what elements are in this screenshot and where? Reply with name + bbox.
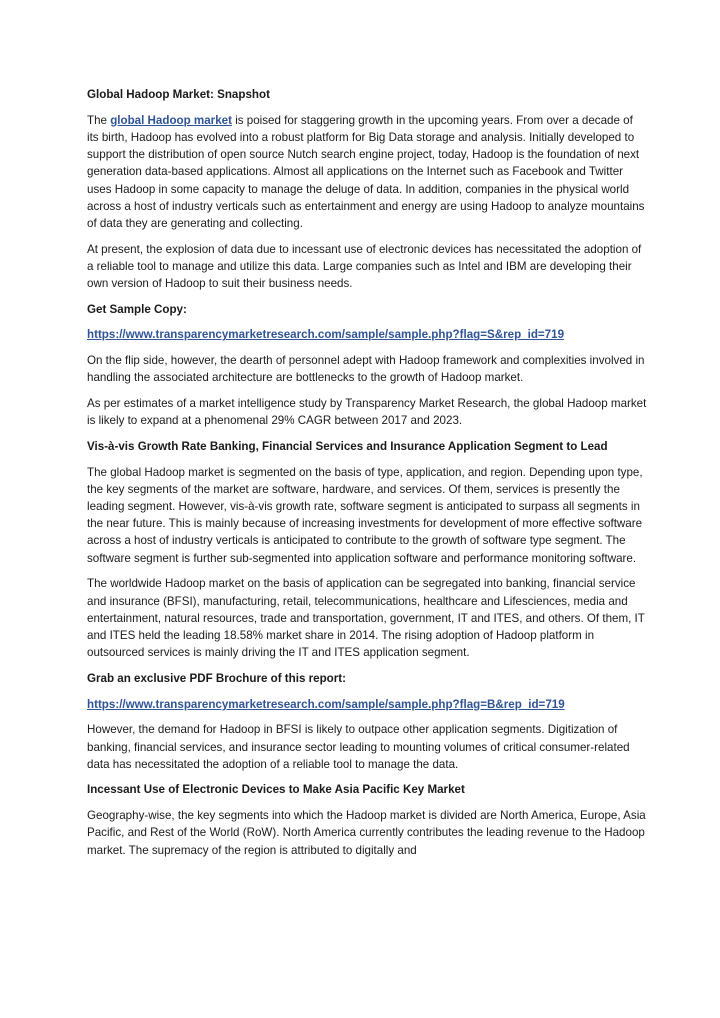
- paragraph-flip-side: On the flip side, however, the dearth of personnel adept with Hadoop framework and complexities involved in handling the associated architecture are bottlenecks to the growth of Hadoop market.: [87, 354, 645, 385]
- global-hadoop-market-link[interactable]: global Hadoop market: [110, 113, 232, 127]
- intro-paragraph: [87, 112, 647, 232]
- paragraph-present: At present, the explosion of data due to incessant use of electronic devices has necessitated the adoption of a reliable tool to manage and utilize this data. Large companies such as Intel and IBM are developing their own version of Hadoop to suit their business needs.: [87, 242, 642, 291]
- document-title: Global Hadoop Market: Snapshot: [87, 88, 270, 101]
- paragraph-estimates: As per estimates of a market intelligence study by Transparency Market Research, the global Hadoop market is likely to expand at a phenomenal 29% CAGR between 2017 and 2023.: [87, 397, 647, 428]
- paragraph-geography: Geography-wise, the key segments into which the Hadoop market is divided are North America, Europe, Asia Pacific, and Rest of the World (RoW). North America currently contributes the leading revenue to the Hadoop market. The supremacy of the region is attributed to digitally and: [87, 809, 646, 857]
- section-heading-growth: Vis-à-vis Growth Rate Banking, Financial Services and Insurance Application Segment to Lead: [87, 439, 608, 453]
- brochure-link[interactable]: https://www.transparencymarketresearch.com/sample/sample.php?flag=B&rep_id=719: [87, 697, 565, 711]
- paragraph-bfsi: However, the demand for Hadoop in BFSI is likely to outpace other application segments. Digitization of banking, financial services, and insurance sector leading to mounting volumes of critical consumer-related data has necessitated the adoption of a reliable tool to manage the data.: [87, 723, 630, 771]
- paragraph-segmentation: The global Hadoop market is segmented on the basis of type, application, and region. Depending upon type, the key segments of the market are software, hardware, and services. Of them, services is presently the leading segment. However, vis-à-vis growth rate, software segment is anticipated to surpass all segments in the near future. This is mainly because of increasing investments for development of more effective software across a host of industry verticals is anticipated to contribute to the growth of software type segment. The software segment is further sub-segmented into application software and performance monitoring software.: [87, 465, 643, 565]
- intro-text-before: The: [87, 113, 111, 127]
- sample-copy-link[interactable]: https://www.transparencymarketresearch.com/sample/sample.php?flag=S&rep_id=719: [87, 328, 565, 342]
- paragraph-application: The worldwide Hadoop market on the basis of application can be segregated into banking, financial service and insurance (BFSI), manufacturing, retail, telecommunications, healthcare and Lifesciences, media and entertainment, natural resources, trade and transportation, government, IT and ITES, and others. Of them, IT and ITES held the leading 18.58% market share in 2014. The rising adoption of Hadoop platform in outsourced services is mainly driving the IT and ITES application segment.: [87, 577, 645, 660]
- section-heading-asia-pacific: Incessant Use of Electronic Devices to Make Asia Pacific Key Market: [87, 783, 465, 797]
- brochure-heading: Grab an exclusive PDF Brochure of this report:: [87, 671, 346, 685]
- sample-copy-heading: Get Sample Copy:: [87, 302, 187, 316]
- document-page: [87, 86, 647, 867]
- intro-text-after: is poised for staggering growth in the upcoming years. From over a decade of its birth, Hadoop has evolved into a robust platform for Big Data storage and analysis. Initially developed to support the distribution of open source Nutch search engine project, today, Hadoop is the foundation of next generation data-based applications. Almost all applications on the Internet such as Facebook and Twitter uses Hadoop in some capacity to manage the deluge of data. In addition, companies in the physical world across a host of industry verticals such as entertainment and energy are using Hadoop to analyze mountains of data they are generating and collecting.: [87, 113, 645, 230]
